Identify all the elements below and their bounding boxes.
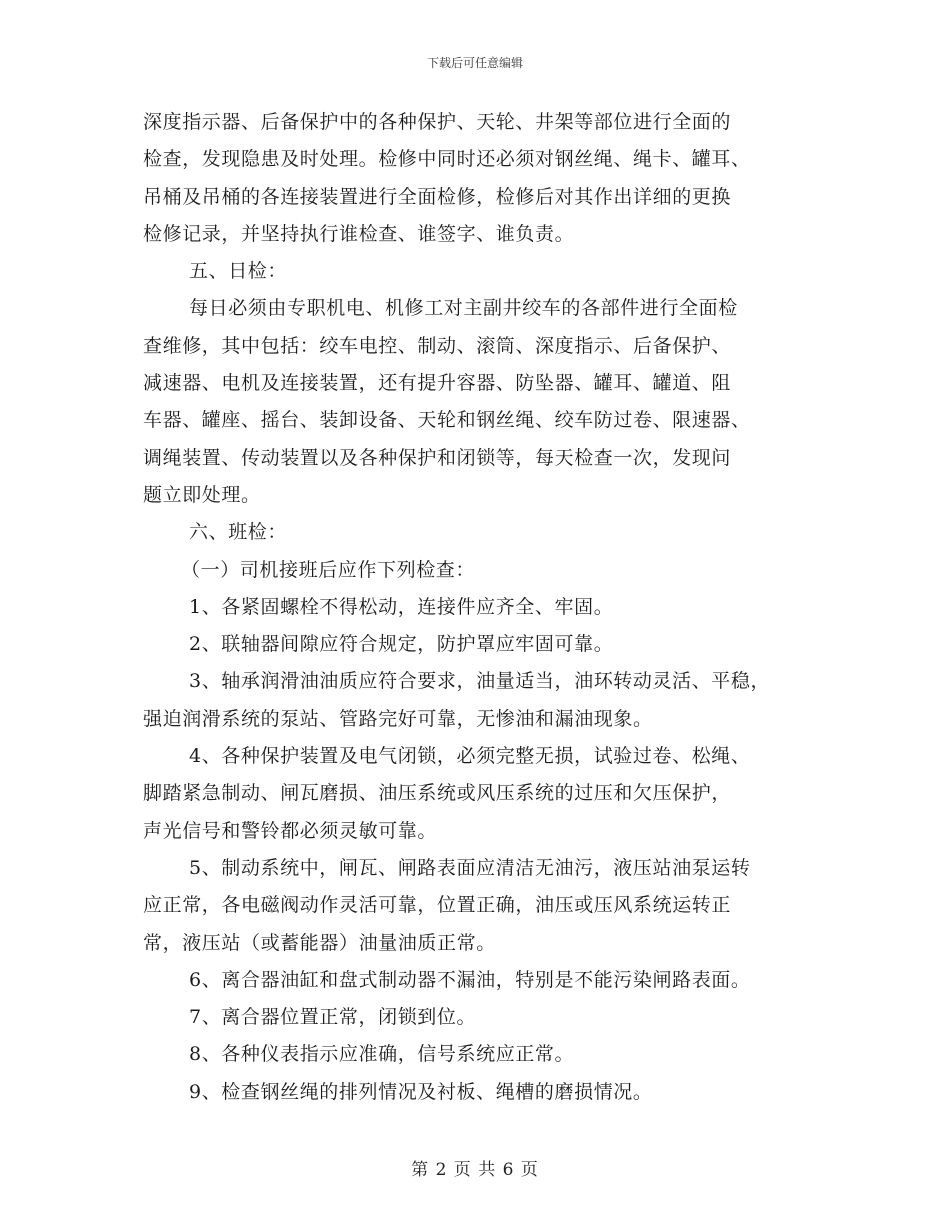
- text-line: 2、联轴器间隙应符合规定，防护罩应牢固可靠。: [189, 633, 614, 656]
- text-line: 车器、罐座、摇台、装卸设备、天轮和钢丝绳、绞车防过卷、限速器、: [143, 409, 751, 432]
- text-line: 7、离合器位置正常，闭锁到位。: [189, 1006, 477, 1029]
- text-line: 调绳装置、传动装置以及各种保护和闭锁等，每天检查一次，发现问: [143, 446, 732, 469]
- text-line: 脚踏紧急制动、闸瓦磨损、油压系统或风压系统的过压和欠压保护，: [143, 782, 732, 805]
- text-line: 检修记录，并坚持执行谁检查、谁签字、谁负责。: [143, 222, 575, 245]
- text-line: 4、各种保护装置及电气闭锁，必须完整无损，试验过卷、松绳、: [189, 745, 751, 768]
- text-line: 常，液压站（或蓄能器）油量油质正常。: [143, 931, 496, 954]
- text-line: 深度指示器、后备保护中的各种保护、天轮、井架等部位进行全面的: [143, 111, 732, 133]
- page-number-footer: 第 2 页 共 6 页: [411, 1160, 539, 1180]
- text-line: 检查，发现隐患及时处理。检修中同时还必须对钢丝绳、绳卡、罐耳、: [143, 148, 751, 171]
- text-line: 5、制动系统中，闸瓦、闸路表面应清洁无油污，液压站油泵运转: [189, 856, 751, 879]
- text-line: 吊桶及吊桶的各连接装置进行全面检修，检修后对其作出详细的更换: [143, 185, 732, 208]
- text-line: 3、轴承润滑油油质应符合要求，油量适当，油环转动灵活、平稳，: [189, 670, 771, 693]
- text-line: 8、各种仪表指示应准确，信号系统应正常。: [189, 1043, 575, 1066]
- text-line: 应正常，各电磁阀动作灵活可靠，位置正确，油压或压风系统运转正: [143, 894, 732, 917]
- text-line: 减速器、电机及连接装置，还有提升容器、防坠器、罐耳、罐道、阻: [143, 372, 732, 395]
- text-line: 五、日检：: [189, 260, 288, 283]
- text-line: 每日必须由专职机电、机修工对主副井绞车的各部件进行全面检: [189, 297, 738, 320]
- text-line: 1、各紧固螺栓不得松动，连接件应齐全、牢固。: [189, 595, 614, 618]
- page-header: 下载后可任意编辑: [426, 56, 523, 70]
- text-line: 声光信号和警铃都必须灵敏可靠。: [143, 819, 438, 842]
- text-line: 强迫润滑系统的泵站、管路完好可靠，无惨油和漏油现象。: [143, 707, 653, 730]
- text-line: 六、班检：: [189, 521, 288, 544]
- document-body: [143, 104, 833, 1111]
- text-line: 9、检查钢丝绳的排列情况及衬板、绳槽的磨损情况。: [189, 1080, 653, 1103]
- text-line: 查维修，其中包括：绞车电控、制动、滚筒、深度指示、后备保护、: [143, 334, 732, 357]
- text-line: 6、离合器油缸和盘式制动器不漏油，特别是不能污染闸路表面。: [189, 968, 751, 991]
- text-line: （一）司机接班后应作下列检查：: [181, 558, 476, 581]
- text-line: 题立即处理。: [143, 483, 261, 506]
